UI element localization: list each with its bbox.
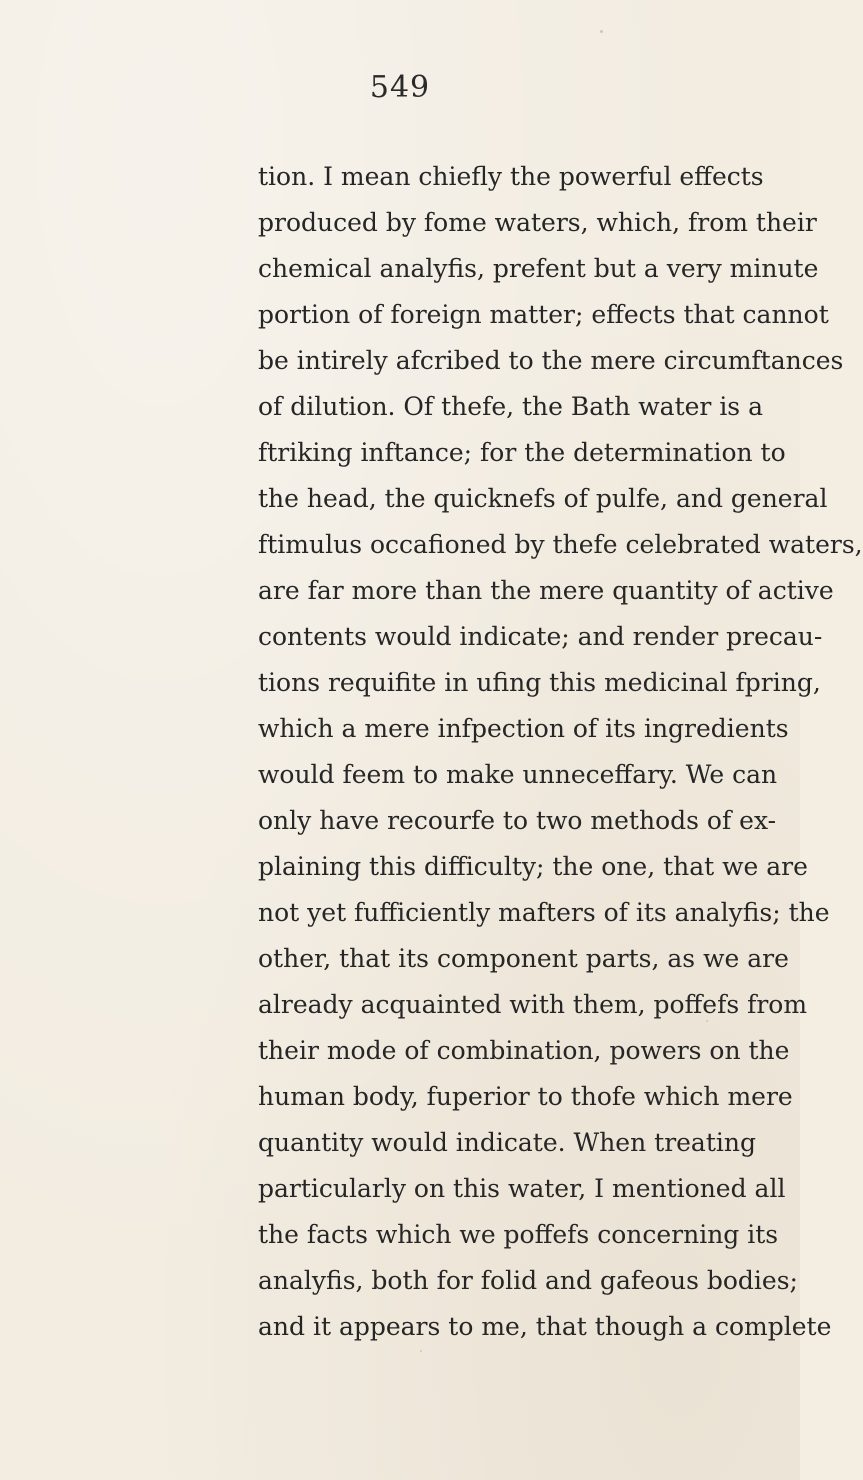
text-line: of dilution. Of thefe, the Bath water is a <box>258 392 763 421</box>
text-line: ftriking inftance; for the determination to <box>258 438 786 467</box>
paper-speck <box>420 1350 422 1352</box>
text-line: human body, fuperior to thofe which mere <box>258 1082 793 1111</box>
text-line: produced by fome waters, which, from their <box>258 208 817 237</box>
text-line: already acquainted with them, poffefs from <box>258 990 808 1019</box>
text-line: portion of foreign matter; effects that cannot <box>258 300 829 329</box>
text-line: be intirely afcribed to the mere circumftances <box>258 346 844 375</box>
text-line: not yet fufficiently mafters of its analyfis; the <box>258 898 830 927</box>
text-line: plaining this difficulty; the one, that we are <box>258 852 808 881</box>
text-line: tions requifite in ufing this medicinal fpring, <box>258 668 821 697</box>
text-line: ftimulus occafioned by thefe celebrated waters, <box>258 530 863 559</box>
text-line: which a mere infpection of its ingredients <box>258 714 789 743</box>
text-line: only have recourfe to two methods of ex- <box>258 806 777 835</box>
text-line: the facts which we poffefs concerning its <box>258 1220 779 1249</box>
text-line: and it appears to me, that though a complete <box>258 1312 832 1341</box>
text-line: would feem to make unneceffary. We can <box>258 760 778 789</box>
paper-speck <box>600 30 603 33</box>
paper-speck <box>706 1020 708 1022</box>
text-line: tion. I mean chiefly the powerful effects <box>258 162 764 191</box>
page-number: 549 <box>369 70 431 105</box>
text-line: other, that its component parts, as we are <box>258 944 789 973</box>
text-line: analyfis, both for folid and gafeous bodies; <box>258 1266 798 1295</box>
text-line: their mode of combination, powers on the <box>258 1036 790 1065</box>
text-line: are far more than the mere quantity of active <box>258 576 834 605</box>
text-line: quantity would indicate. When treating <box>258 1128 756 1157</box>
text-line: contents would indicate; and render precau- <box>258 622 823 651</box>
text-line: the head, the quicknefs of pulfe, and general <box>258 484 828 513</box>
text-line: chemical analyfis, prefent but a very minute <box>258 254 819 283</box>
body-text <box>258 154 863 1350</box>
text-line: particularly on this water, I mentioned all <box>258 1174 786 1203</box>
